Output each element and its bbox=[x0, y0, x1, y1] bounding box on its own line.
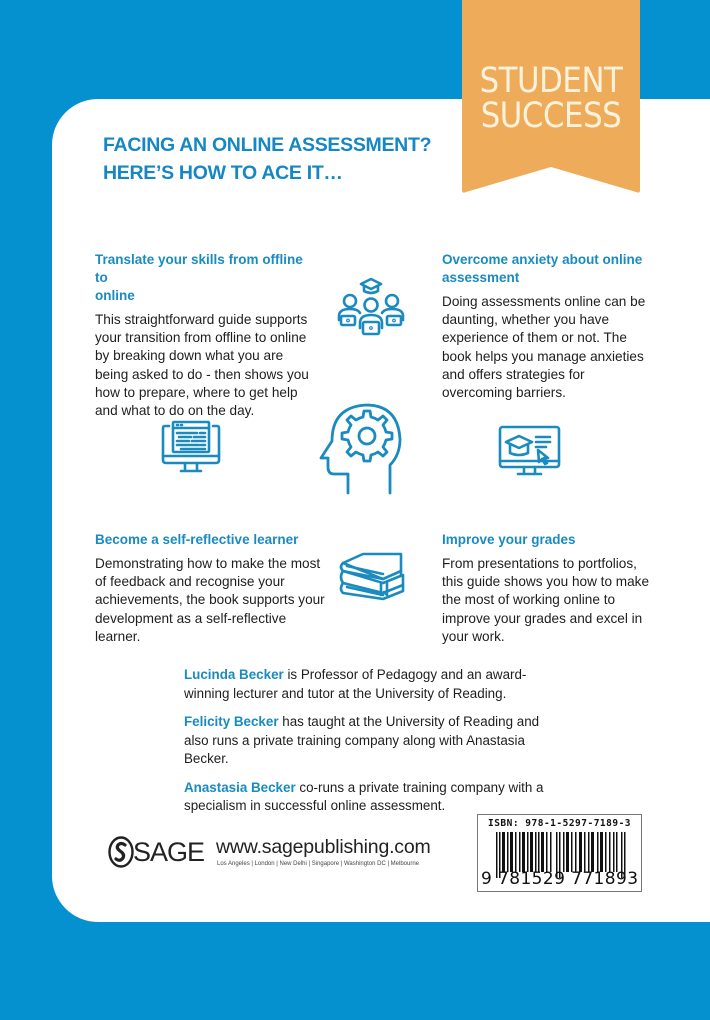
author-bio-text: has taught at the University of Reading and also runs a private training company along with Anastasia Becker. bbox=[184, 714, 540, 766]
author-bios bbox=[184, 666, 564, 826]
feature-self-reflective bbox=[95, 531, 325, 646]
feature-translate-skills bbox=[95, 251, 315, 420]
headline-line-1: FACING AN ONLINE ASSESSMENT? bbox=[103, 134, 432, 156]
ean-digits: 9 781529 771893 bbox=[481, 869, 639, 889]
feature-heading-line-2: assessment bbox=[442, 270, 520, 285]
publisher-cities: Los Angeles | London | New Delhi | Singapore | Washington DC | Melbourne bbox=[217, 861, 420, 867]
ribbon-line-2: SUCCESS bbox=[480, 96, 622, 136]
feature-body: Demonstrating how to make the most of feedback and recognise your achievements, the book supports your development as a self-reflective learner. bbox=[95, 556, 325, 644]
author-bio-text: co-runs a private training company with a specialism in successful online assessment. bbox=[184, 779, 544, 813]
publisher-url[interactable]: www.sagepublishing.com bbox=[216, 836, 431, 858]
feature-body: From presentations to portfolios, this guide shows you how to make the most of working online to improve your grades and excel in your work. bbox=[442, 556, 650, 644]
feature-heading-line-1: Translate your skills from offline to bbox=[95, 252, 303, 285]
feature-heading-line-1: Overcome anxiety about online bbox=[442, 252, 643, 267]
monitor-document-icon bbox=[161, 420, 221, 478]
isbn-label: ISBN: 978-1-5297-7189-3 bbox=[487, 818, 632, 829]
author-name: Felicity Becker bbox=[184, 714, 279, 729]
sage-logo-text: SAGE bbox=[133, 837, 205, 867]
head-gear-icon bbox=[318, 401, 408, 497]
isbn-barcode bbox=[477, 814, 642, 892]
author-name: Lucinda Becker bbox=[184, 667, 284, 682]
feature-overcome-anxiety bbox=[442, 251, 656, 402]
sage-logo-icon bbox=[108, 836, 134, 868]
feature-heading bbox=[442, 251, 656, 287]
headline bbox=[103, 131, 431, 187]
feature-heading bbox=[95, 251, 315, 305]
author-bio-lucinda bbox=[184, 666, 564, 703]
feature-body: This straightforward guide supports your transition from offline to online by breaking down what you are being asked to do - then shows you how to prepare, where to get help and what to do on the day. bbox=[95, 312, 309, 419]
ribbon-label bbox=[473, 61, 630, 136]
student-success-ribbon bbox=[462, 0, 640, 194]
feature-improve-grades bbox=[442, 531, 656, 646]
headline-line-2: HERE’S HOW TO ACE IT… bbox=[103, 162, 343, 184]
feature-heading: Improve your grades bbox=[442, 532, 576, 547]
author-bio-anastasia bbox=[184, 779, 564, 816]
feature-heading-line-2: online bbox=[95, 288, 135, 303]
author-bio-felicity bbox=[184, 713, 564, 769]
feature-heading: Become a self-reflective learner bbox=[95, 532, 299, 547]
group-learners-graduation-cap-icon bbox=[336, 276, 406, 336]
stacked-books-icon bbox=[339, 551, 407, 601]
author-bio-text: is Professor of Pedagogy and an award-winning lecturer and tutor at the University of Reading. bbox=[184, 667, 527, 701]
feature-body: Doing assessments online can be daunting, whether you have experience of them or not. The book helps you manage anxieties and offers strategies for overcoming barriers. bbox=[442, 294, 646, 401]
ribbon-line-1: STUDENT bbox=[479, 61, 623, 101]
monitor-graduation-cap-cursor-icon bbox=[498, 425, 562, 479]
author-name: Anastasia Becker bbox=[184, 779, 296, 795]
